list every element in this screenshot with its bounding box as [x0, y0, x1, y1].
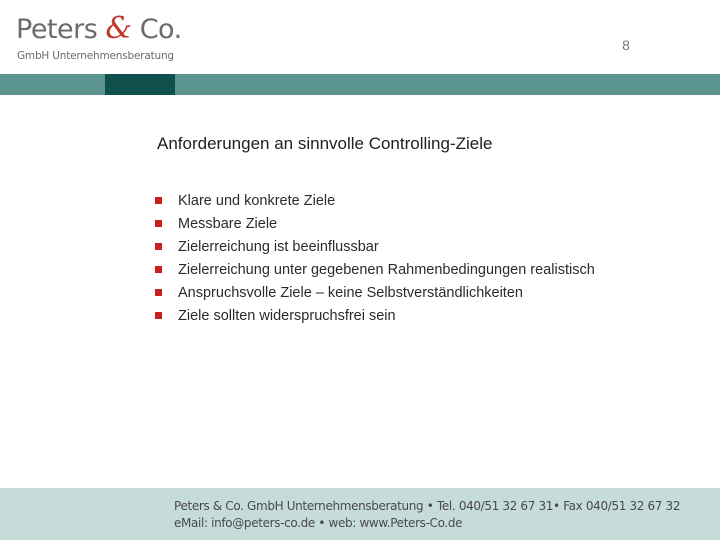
- footer-web-line: eMail: info@peters-co.de • web: www.Peters-Co.de: [174, 516, 463, 530]
- company-logo: [16, 11, 182, 66]
- bullet-item: [154, 214, 595, 237]
- bullet-item: [154, 283, 595, 306]
- bullet-item: [154, 237, 595, 260]
- logo-subtitle: GmbH Unternehmensberatung: [17, 50, 174, 62]
- square-bullet-icon: [155, 197, 162, 204]
- square-bullet-icon: [155, 243, 162, 250]
- header-bar-accent: [105, 74, 175, 95]
- bullet-text: Zielerreichung ist beeinflussbar: [178, 239, 379, 255]
- bullet-text: Messbare Ziele: [178, 216, 278, 232]
- square-bullet-icon: [155, 312, 162, 319]
- bullet-list: [154, 191, 595, 329]
- footer-bar: [0, 488, 720, 540]
- square-bullet-icon: [155, 220, 162, 227]
- logo-name-part1: Peters: [16, 14, 106, 45]
- bullet-text: Anspruchsvolle Ziele – keine Selbstverständlichkeiten: [178, 285, 523, 301]
- footer-contact-line: Peters & Co. GmbH Unternehmensberatung • Tel. 040/51 32 67 31• Fax 040/51 32 67 32: [174, 499, 681, 513]
- bullet-text: Klare und konkrete Ziele: [178, 193, 336, 209]
- bullet-item: [154, 260, 595, 283]
- square-bullet-icon: [155, 266, 162, 273]
- page-number: 8: [622, 37, 630, 53]
- logo-name-part2: Co.: [131, 14, 182, 45]
- logo-wordmark: [16, 11, 182, 46]
- bullet-text: Ziele sollten widerspruchsfrei sein: [178, 308, 396, 324]
- square-bullet-icon: [155, 289, 162, 296]
- bullet-item: [154, 191, 595, 214]
- bullet-text: Zielerreichung unter gegebenen Rahmenbedingungen realistisch: [178, 262, 595, 278]
- slide-title: Anforderungen an sinnvolle Controlling-Ziele: [157, 134, 493, 153]
- logo-ampersand: &: [105, 11, 132, 46]
- bullet-item: [154, 306, 595, 329]
